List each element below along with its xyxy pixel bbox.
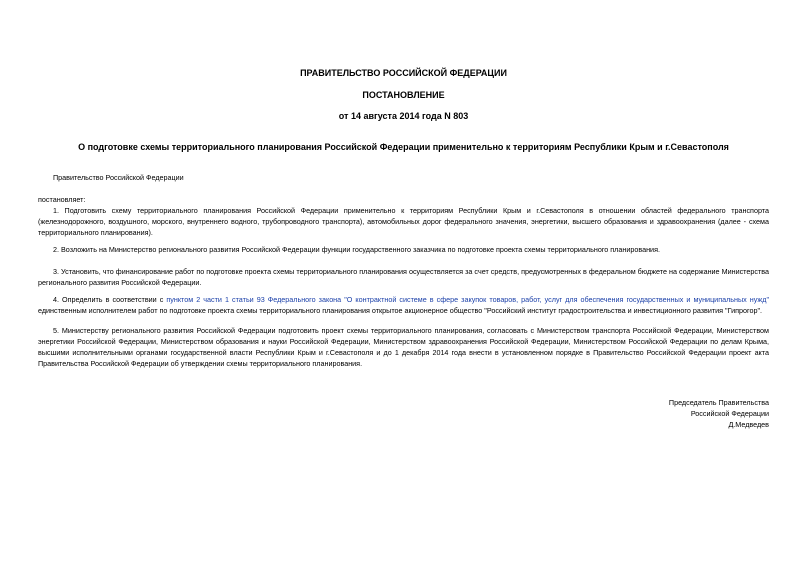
date-number-heading: от 14 августа 2014 года N 803: [338, 111, 469, 121]
paragraph-4-intro: 4. Определить в соответствии с: [53, 295, 167, 304]
paragraph-5: 5. Министерству регионального развития Российской Федерации подготовить проект схемы территориального планирования, согласовать с Министерством транспорта Российской Федерации, Министерством энергетики Российской Федерации, Министерством образования и науки Российской Федерации, Министерством здравоохранения Российской Федерации, Министерством Российской Федерации по делам Крыма, высшими исполнительными органами государственной власти Республики Крым и г.Севастополя и до 1 декабря 2014 года внести в установленном порядке в Правительство Российской Федерации проект акта Правительства Российской Федерации об утверждении схемы территориального планирования.: [38, 326, 769, 368]
preamble-verb: постановляет:: [38, 195, 86, 204]
document-page: [38, 0, 769, 571]
paragraph-1: 1. Подготовить схему территориального планирования Российской Федерации применительно к территориям Республики Крым и г.Севастополя в отношении областей федерального транспорта (железнодорожного, воздушного, морского, внутреннего водного, трубопроводного транспорта), автомобильных дорог федерального значения, энергетики, высшего образования и здравоохранения (далее - схема территориального планирования).: [38, 206, 769, 237]
government-heading: ПРАВИТЕЛЬСТВО РОССИЙСКОЙ ФЕДЕРАЦИИ: [300, 68, 507, 78]
preamble-subject: Правительство Российской Федерации: [53, 173, 184, 182]
paragraph-4: [38, 294, 769, 316]
paragraph-3: 3. Установить, что финансирование работ по подготовке проекта схемы территориального планирования осуществляется за счет средств, предусмотренных в федеральном бюджете на содержание Министерства регионального развития Российской Федерации.: [38, 267, 769, 287]
document-type-heading: ПОСТАНОВЛЕНИЕ: [362, 90, 445, 100]
law-reference-link[interactable]: пунктом 2 части 1 статьи 93 Федерального закона "О контрактной системе в сфере закупок товаров, работ, услуг для обеспечения государственных и муниципальных нужд": [166, 295, 769, 304]
signature-name: Д.Медведев: [728, 420, 769, 429]
document-title: О подготовке схемы территориального планирования Российской Федерации применительно к территориям Республики Крым и г.Севастополя: [78, 142, 729, 152]
paragraph-2: 2. Возложить на Министерство регионального развития Российской Федерации функции государственного заказчика по подготовке проекта схемы территориального планирования.: [53, 245, 660, 254]
signature-country: Российской Федерации: [690, 409, 769, 418]
signature-position: Председатель Правительства: [668, 398, 769, 407]
paragraph-4-rest: единственным исполнителем работ по подготовке проекта схемы территориального планирования открытое акционерное общество "Российский институт градостроительства и инвестиционного развития "Гипрогор".: [38, 306, 763, 315]
